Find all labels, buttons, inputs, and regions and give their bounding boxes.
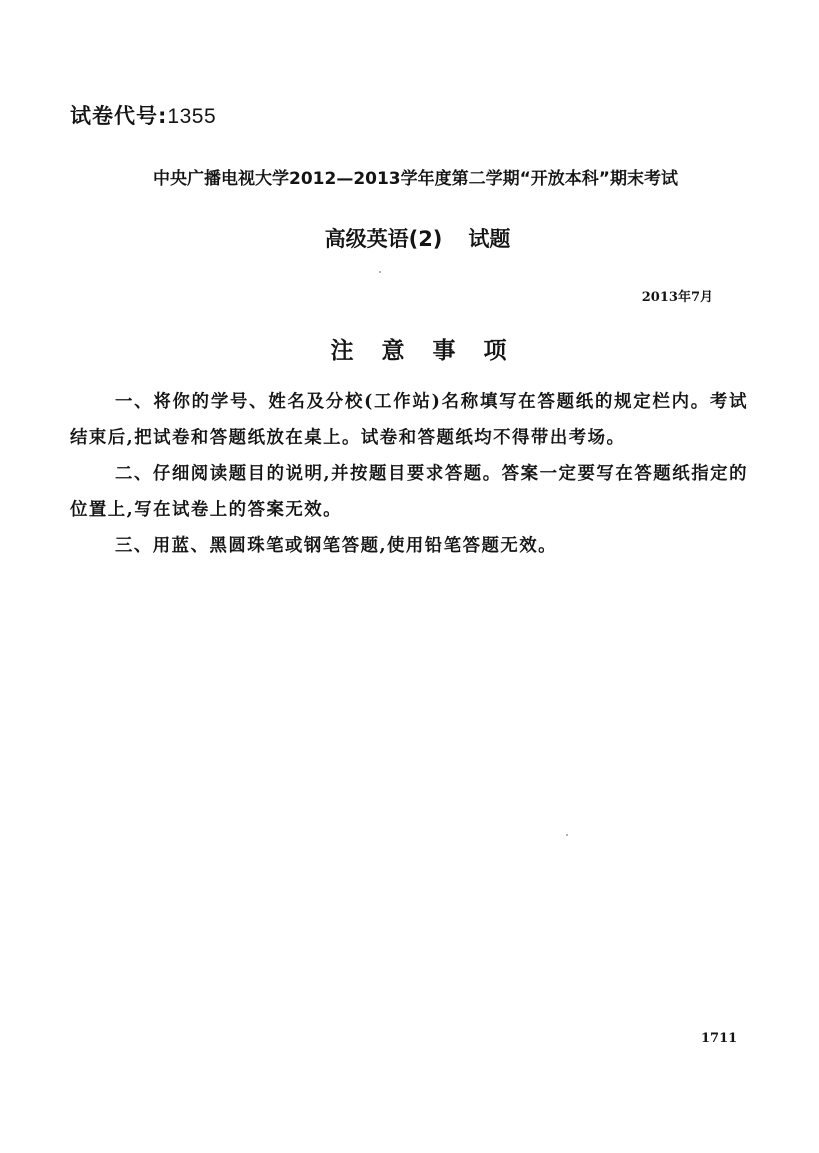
exam-date: 2013年7月 <box>641 290 713 305</box>
exam-code <box>70 100 216 130</box>
scan-speck <box>566 834 568 836</box>
exam-code-label: 试卷代号: <box>70 104 168 128</box>
exam-title-suffix: 试题 <box>468 227 511 251</box>
notice-item-2: 二、仔细阅读题目的说明,并按题目要求答题。答案一定要写在答题纸指定的位置上,写在试卷上的答案无效。 <box>70 464 748 520</box>
notice-item-1: 一、将你的学号、姓名及分校(工作站)名称填写在答题纸的规定栏内。考试结束后,把试卷和答题纸放在桌上。试卷和答题纸均不得带出考场。 <box>70 392 748 448</box>
scan-speck <box>379 271 381 273</box>
exam-title-subject: 高级英语(2) <box>324 227 443 251</box>
exam-code-number: 1355 <box>167 105 217 128</box>
page-number: 1711 <box>701 1031 738 1046</box>
notice-item-3: 三、用蓝、黑圆珠笔或钢笔答题,使用铅笔答题无效。 <box>115 536 558 556</box>
notice-list <box>70 384 748 564</box>
university-header-line: 中央广播电视大学2012—2013学年度第二学期“开放本科”期末考试 <box>153 169 678 189</box>
notice-heading: 注意事项 <box>330 338 535 364</box>
exam-title <box>0 223 819 253</box>
